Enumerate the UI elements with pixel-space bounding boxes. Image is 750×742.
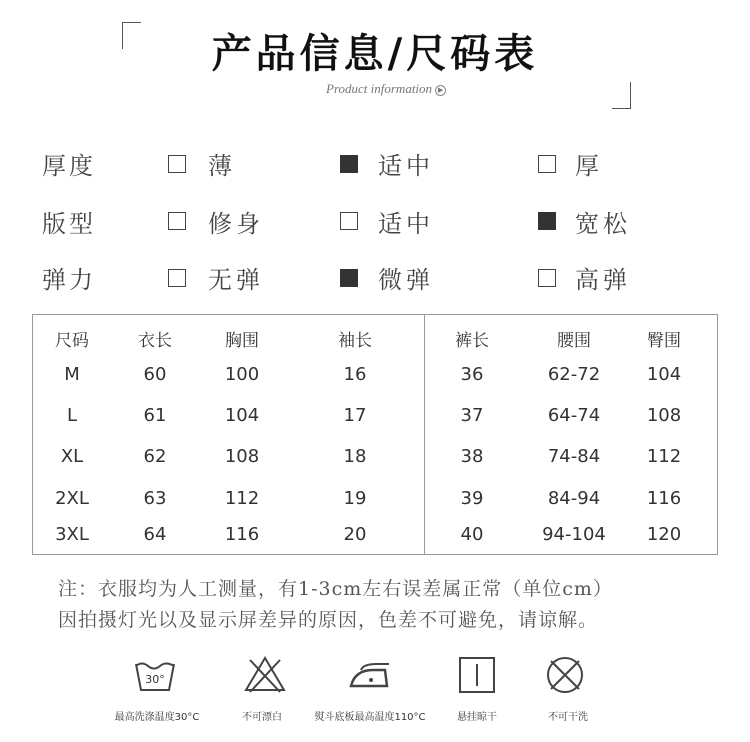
attribute-label-thickness: 厚度 bbox=[42, 152, 96, 180]
size-table-cell: 37 bbox=[460, 405, 484, 426]
option-loose: 宽松 bbox=[575, 210, 631, 238]
size-table-cell: 112 bbox=[224, 488, 260, 509]
checkbox-slim bbox=[168, 212, 186, 230]
size-table-cell: 40 bbox=[460, 524, 484, 545]
size-table-cell: 116 bbox=[224, 524, 260, 545]
care-label-wash: 最高洗涤温度30°C bbox=[114, 712, 200, 723]
wash-30-icon bbox=[132, 652, 178, 698]
size-table-header: 臀围 bbox=[647, 331, 681, 351]
size-table-cell: 84-94 bbox=[547, 488, 601, 509]
title-corner-bottom-right bbox=[612, 82, 631, 109]
size-table-cell: 62-72 bbox=[547, 364, 601, 385]
size-table-header: 胸围 bbox=[225, 331, 259, 351]
checkbox-fit-medium bbox=[340, 212, 358, 230]
option-thin: 薄 bbox=[208, 152, 236, 180]
size-table-cell: 39 bbox=[460, 488, 484, 509]
option-no-stretch: 无弹 bbox=[208, 266, 264, 294]
size-table-cell: 104 bbox=[646, 364, 682, 385]
size-table-cell: 2XL bbox=[55, 488, 89, 509]
no-bleach-icon bbox=[242, 652, 288, 698]
checkbox-thin bbox=[168, 155, 186, 173]
option-high-stretch: 高弹 bbox=[575, 266, 631, 294]
size-table-header: 裤长 bbox=[455, 331, 489, 351]
size-table-header: 尺码 bbox=[55, 331, 89, 351]
size-table-cell: 94-104 bbox=[542, 524, 606, 545]
size-table-cell: L bbox=[66, 405, 78, 426]
size-table-cell: M bbox=[64, 364, 80, 385]
size-table-cell: 116 bbox=[646, 488, 682, 509]
option-thick: 厚 bbox=[575, 152, 603, 180]
checkbox-thick bbox=[538, 155, 556, 173]
option-slight-stretch: 微弹 bbox=[378, 266, 434, 294]
checkbox-slight-stretch bbox=[340, 269, 358, 287]
iron-icon bbox=[347, 652, 393, 698]
size-table-cell: 112 bbox=[646, 446, 682, 467]
size-table-cell: 104 bbox=[224, 405, 260, 426]
page-subtitle-text: Product information bbox=[326, 81, 433, 96]
size-table-cell: 16 bbox=[343, 364, 367, 385]
measurement-note: 注：衣服均为人工测量，有1-3cm左右误差属正常（单位cm） bbox=[58, 578, 613, 600]
care-label-dryclean: 不可干洗 bbox=[548, 712, 588, 723]
play-circle-icon: ▶ bbox=[435, 85, 446, 96]
size-table-cell: 108 bbox=[646, 405, 682, 426]
care-label-hang: 悬挂晾干 bbox=[457, 712, 497, 723]
size-table-cell: 74-84 bbox=[547, 446, 601, 467]
option-fit-medium: 适中 bbox=[378, 210, 434, 238]
size-table-cell: 62 bbox=[143, 446, 167, 467]
wash-temp-badge: 30° bbox=[145, 673, 165, 686]
size-table-cell: 60 bbox=[143, 364, 167, 385]
size-table-cell: 63 bbox=[143, 488, 167, 509]
attribute-label-elasticity: 弹力 bbox=[42, 266, 96, 294]
hang-dry-icon bbox=[454, 652, 500, 698]
size-table-cell: XL bbox=[60, 446, 84, 467]
size-table-cell: 18 bbox=[343, 446, 367, 467]
checkbox-high-stretch bbox=[538, 269, 556, 287]
size-table-divider bbox=[424, 314, 425, 555]
care-label-bleach: 不可漂白 bbox=[242, 712, 282, 723]
size-table-cell: 17 bbox=[343, 405, 367, 426]
size-table-cell: 3XL bbox=[55, 524, 89, 545]
page-subtitle bbox=[326, 81, 446, 97]
checkbox-no-stretch bbox=[168, 269, 186, 287]
attribute-label-fit: 版型 bbox=[42, 210, 96, 238]
size-table-cell: 108 bbox=[224, 446, 260, 467]
option-thickness-medium: 适中 bbox=[378, 152, 434, 180]
checkbox-thickness-medium bbox=[340, 155, 358, 173]
size-table-cell: 61 bbox=[143, 405, 167, 426]
care-label-iron: 熨斗底板最高温度110°C bbox=[314, 712, 426, 723]
size-table-cell: 64 bbox=[143, 524, 167, 545]
size-table-header: 腰围 bbox=[557, 331, 591, 351]
size-table-cell: 64-74 bbox=[547, 405, 601, 426]
color-note: 因拍摄灯光以及显示屏差异的原因，色差不可避免，请谅解。 bbox=[58, 609, 599, 631]
size-table-cell: 20 bbox=[343, 524, 367, 545]
size-table-cell: 100 bbox=[224, 364, 260, 385]
option-slim: 修身 bbox=[208, 210, 264, 238]
size-table-cell: 19 bbox=[343, 488, 367, 509]
checkbox-loose bbox=[538, 212, 556, 230]
size-table-cell: 36 bbox=[460, 364, 484, 385]
no-tumble-dry-icon bbox=[542, 652, 588, 698]
page-title: 产品信息/尺码表 bbox=[211, 30, 539, 77]
size-table-cell: 120 bbox=[646, 524, 682, 545]
size-table-header: 衣长 bbox=[138, 331, 172, 351]
size-table-cell: 38 bbox=[460, 446, 484, 467]
size-table-header: 袖长 bbox=[338, 331, 372, 351]
